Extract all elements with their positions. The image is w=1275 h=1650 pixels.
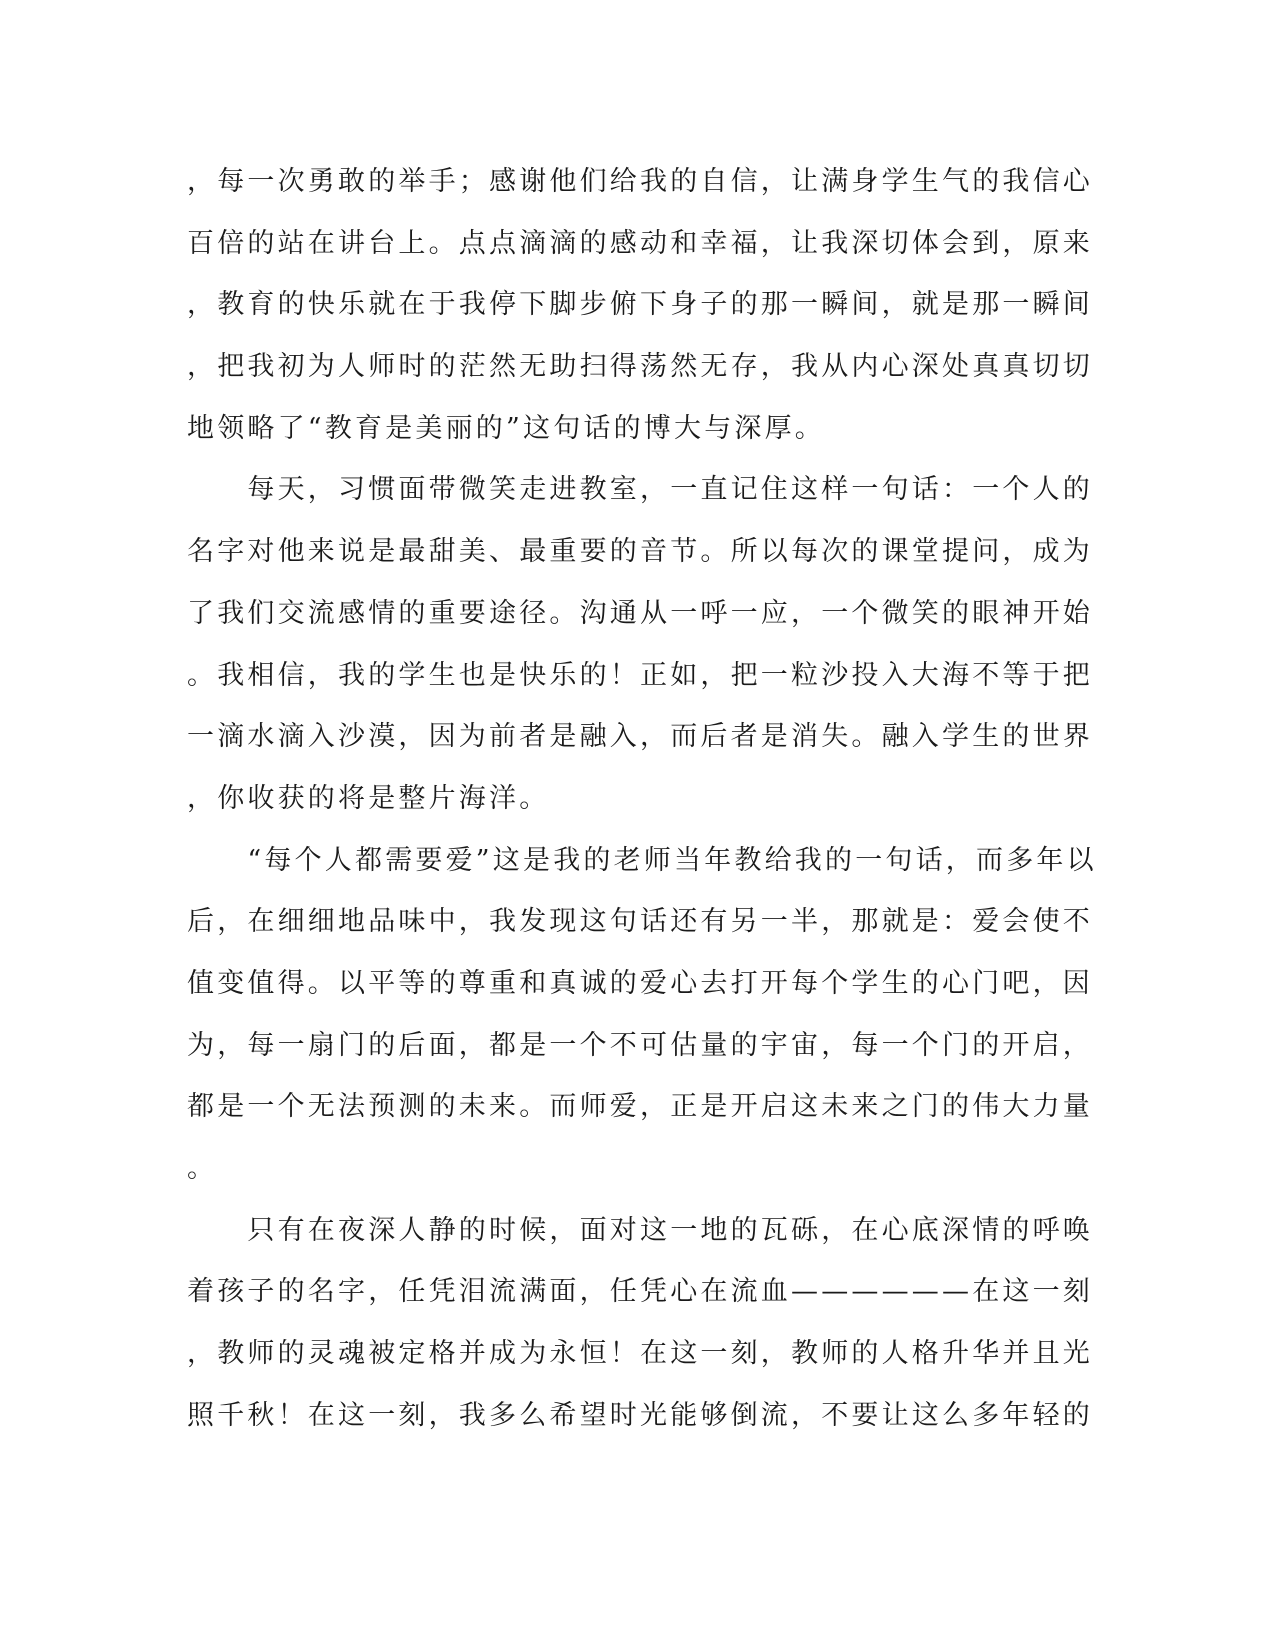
text-line: 每天，习惯面带微笑走进教室，一直记住这样一句话：一个人的 [187,474,1093,506]
text-line: ，教育的快乐就在于我停下脚步俯下身子的那一瞬间，就是那一瞬间 [187,289,1093,321]
text-line: 只有在夜深人静的时候，面对这一地的瓦砾，在心底深情的呼唤 [187,1214,1093,1246]
text-line: 。我相信，我的学生也是快乐的！正如，把一粒沙投入大海不等于把 [187,659,1093,691]
text-line: 。 [187,1153,218,1184]
text-line: 都是一个无法预测的未来。而师爱，正是开启这未来之门的伟大力量 [187,1091,1093,1123]
text-line: 后，在细细地品味中，我发现这句话还有另一半，那就是：爱会使不 [187,906,1093,938]
text-line: 了我们交流感情的重要途径。沟通从一呼一应，一个微笑的眼神开始 [187,597,1093,629]
text-line: “每个人都需要爱”这是我的老师当年教给我的一句话，而多年以 [187,844,1097,876]
text-line: 名字对他来说是最甜美、最重要的音节。所以每次的课堂提问，成为 [187,536,1093,568]
text-line: 一滴水滴入沙漠，因为前者是融入，而后者是消失。融入学生的世界 [187,721,1093,753]
text-line: ，你收获的将是整片海洋。 [187,782,550,814]
text-line: ，把我初为人师时的茫然无助扫得荡然无存，我从内心深处真真切切 [187,351,1093,383]
text-line: ，教师的灵魂被定格并成为永恒！在这一刻，教师的人格升华并且光 [187,1338,1093,1370]
text-line: ，每一次勇敢的举手；感谢他们给我的自信，让满身学生气的我信心 [187,166,1093,197]
body-text [187,158,1097,1453]
text-line: 百倍的站在讲台上。点点滴滴的感动和幸福，让我深切体会到，原来 [187,227,1093,259]
text-line: 为，每一扇门的后面，都是一个不可估量的宇宙，每一个门的开启， [187,1029,1093,1061]
text-line: 照千秋！在这一刻，我多么希望时光能够倒流，不要让这么多年轻的 [187,1399,1093,1431]
text-line: 地领略了“教育是美丽的”这句话的博大与深厚。 [187,412,826,444]
text-line: 值变值得。以平等的尊重和真诚的爱心去打开每个学生的心门吧，因 [187,967,1093,999]
text-line: 着孩子的名字，任凭泪流满面，任凭心在流血——————在这一刻 [187,1276,1093,1308]
